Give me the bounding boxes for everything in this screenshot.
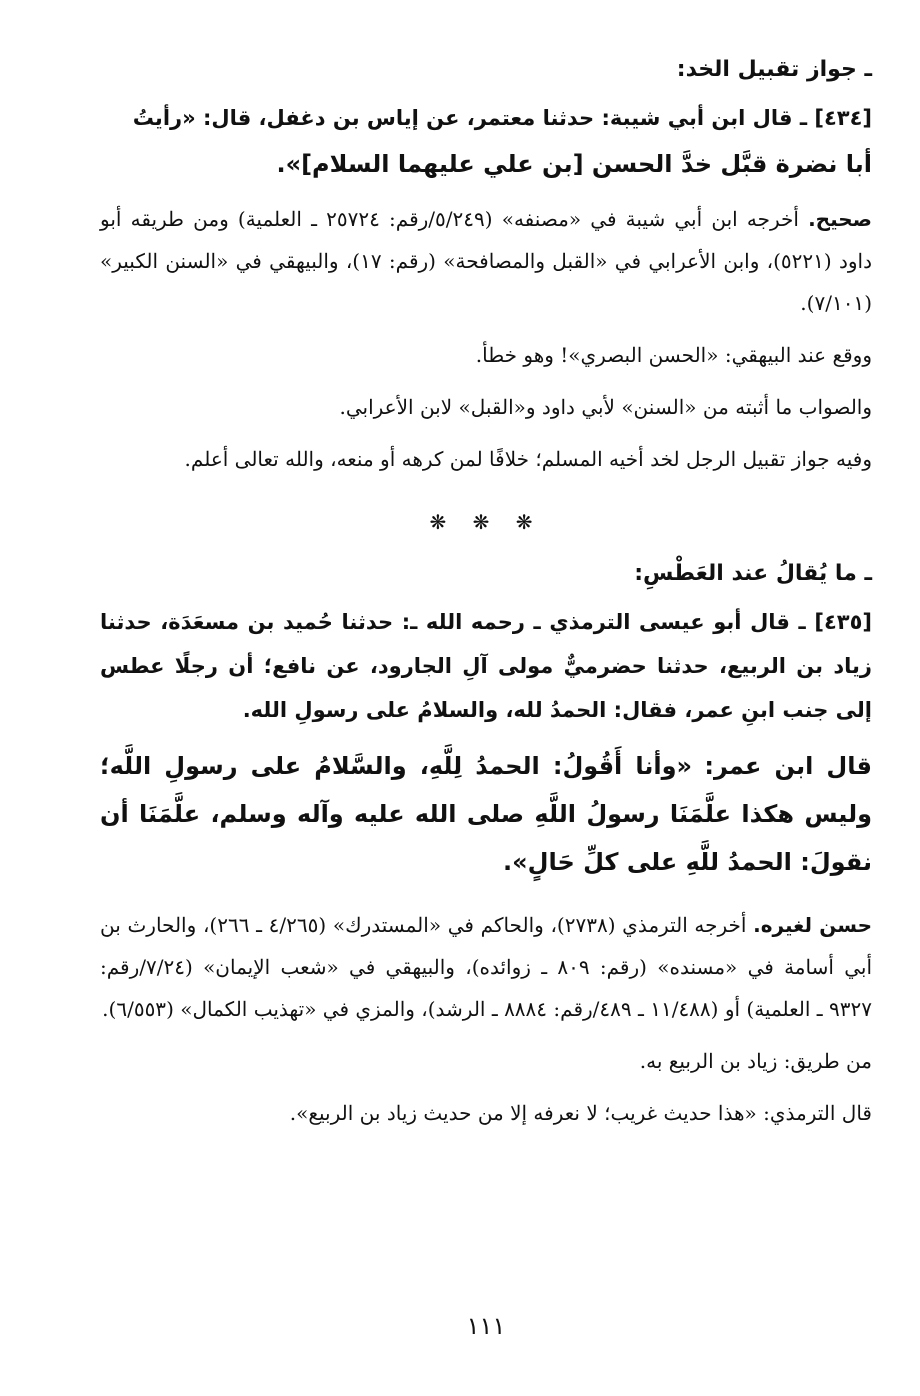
section-separator: ❋ ❋ ❋ xyxy=(429,510,543,534)
commentary-note: ووقع عند البيهقي: «الحسن البصري»! وهو خطأ. xyxy=(475,343,872,367)
hadith-435-quote xyxy=(100,742,872,886)
section-cheek-kissing xyxy=(100,50,872,480)
commentary-note: من طريق: زياد بن الربيع به. xyxy=(639,1049,872,1073)
takhrij-text: أخرجه الترمذي (٢٧٣٨)، والحاكم في «المستدرك» (٤/٢٦٥ ـ ٢٦٦)، والحارث بن أبي أسامة في «مسنده» (رقم: ٨٠٩ ـ زوائده)، والبيهقي في «شعب الإيمان» (٧/٢٤/رقم: ٩٣٢٧ ـ العلمية) أو (١١/٤٨٨ ـ ٤٨٩/رقم: ٨٨٨٤ ـ الرشد)، والمزي في «تهذيب الكمال» (٦/٥٥٣). xyxy=(100,913,873,1021)
section-heading: ـ جواز تقبيل الخد: xyxy=(676,57,872,82)
takhrij-paragraph xyxy=(100,198,872,324)
page-number: ١١١ xyxy=(466,1312,506,1340)
hadith-435: [٤٣٥] ـ قال أبو عيسى الترمذي ـ رحمه الله ـ: حدثنا حُميد بن مسعَدَة، حدثنا زياد بن الربيع، حدثنا حضرميٌّ مولى آلِ الجارود، عن نافع؛ أن رجلًا عطس إلى جنب ابنِ عمر، فقال: الحمدُ لله، والسلامُ على رسولِ الله. xyxy=(100,610,872,722)
hadith-434-line1: [٤٣٤] ـ قال ابن أبي شيبة: حدثنا معتمر، عن إياس بن دغفل، قال: «رأيتُ xyxy=(132,106,872,130)
commentary-note: وفيه جواز تقبيل الرجل لخد أخيه المسلم؛ خلافًا لمن كرهه أو منعه، والله تعالى أعلم. xyxy=(184,447,872,471)
quote-text: «وأنا أَقُولُ: الحمدُ لِلَّهِ، والسَّلامُ على رسولِ اللَّه؛ وليس هكذا علَّمَنَا رسولُ اللَّهِ صلى الله عليه وآله وسلم، علَّمَنَا أن نقولَ: الحمدُ للَّهِ على كلِّ حَالٍ». xyxy=(100,752,872,876)
hadith-434-line2: أبا نضرة قبَّل خدَّ الحسن [بن علي عليهما السلام]». xyxy=(276,150,872,178)
takhrij-text: أخرجه ابن أبي شيبة في «مصنفه» (٥/٢٤٩/رقم: ٢٥٧٢٤ ـ العلمية) ومن طريقه أبو داود (٥٢٢١)، وابن الأعرابي في «القبل والمصافحة» (رقم: ١٧)، والبيهقي في «السنن الكبير» (٧/١٠١). xyxy=(100,207,873,315)
takhrij-paragraph xyxy=(100,904,872,1030)
book-page xyxy=(100,50,872,1370)
section-heading: ـ ما يُقالُ عند العَطْسِ: xyxy=(634,561,872,586)
quote-intro: قال ابن عمر: xyxy=(704,752,872,780)
commentary-note: والصواب ما أثبته من «السنن» لأبي داود و«القبل» لابن الأعرابي. xyxy=(339,395,872,419)
commentary-note: قال الترمذي: «هذا حديث غريب؛ لا نعرفه إلا من حديث زياد بن الربيع». xyxy=(289,1101,872,1125)
section-sneezing xyxy=(100,554,872,1134)
grade-label: صحيح. xyxy=(808,207,872,231)
grade-label: حسن لغيره. xyxy=(753,913,873,937)
